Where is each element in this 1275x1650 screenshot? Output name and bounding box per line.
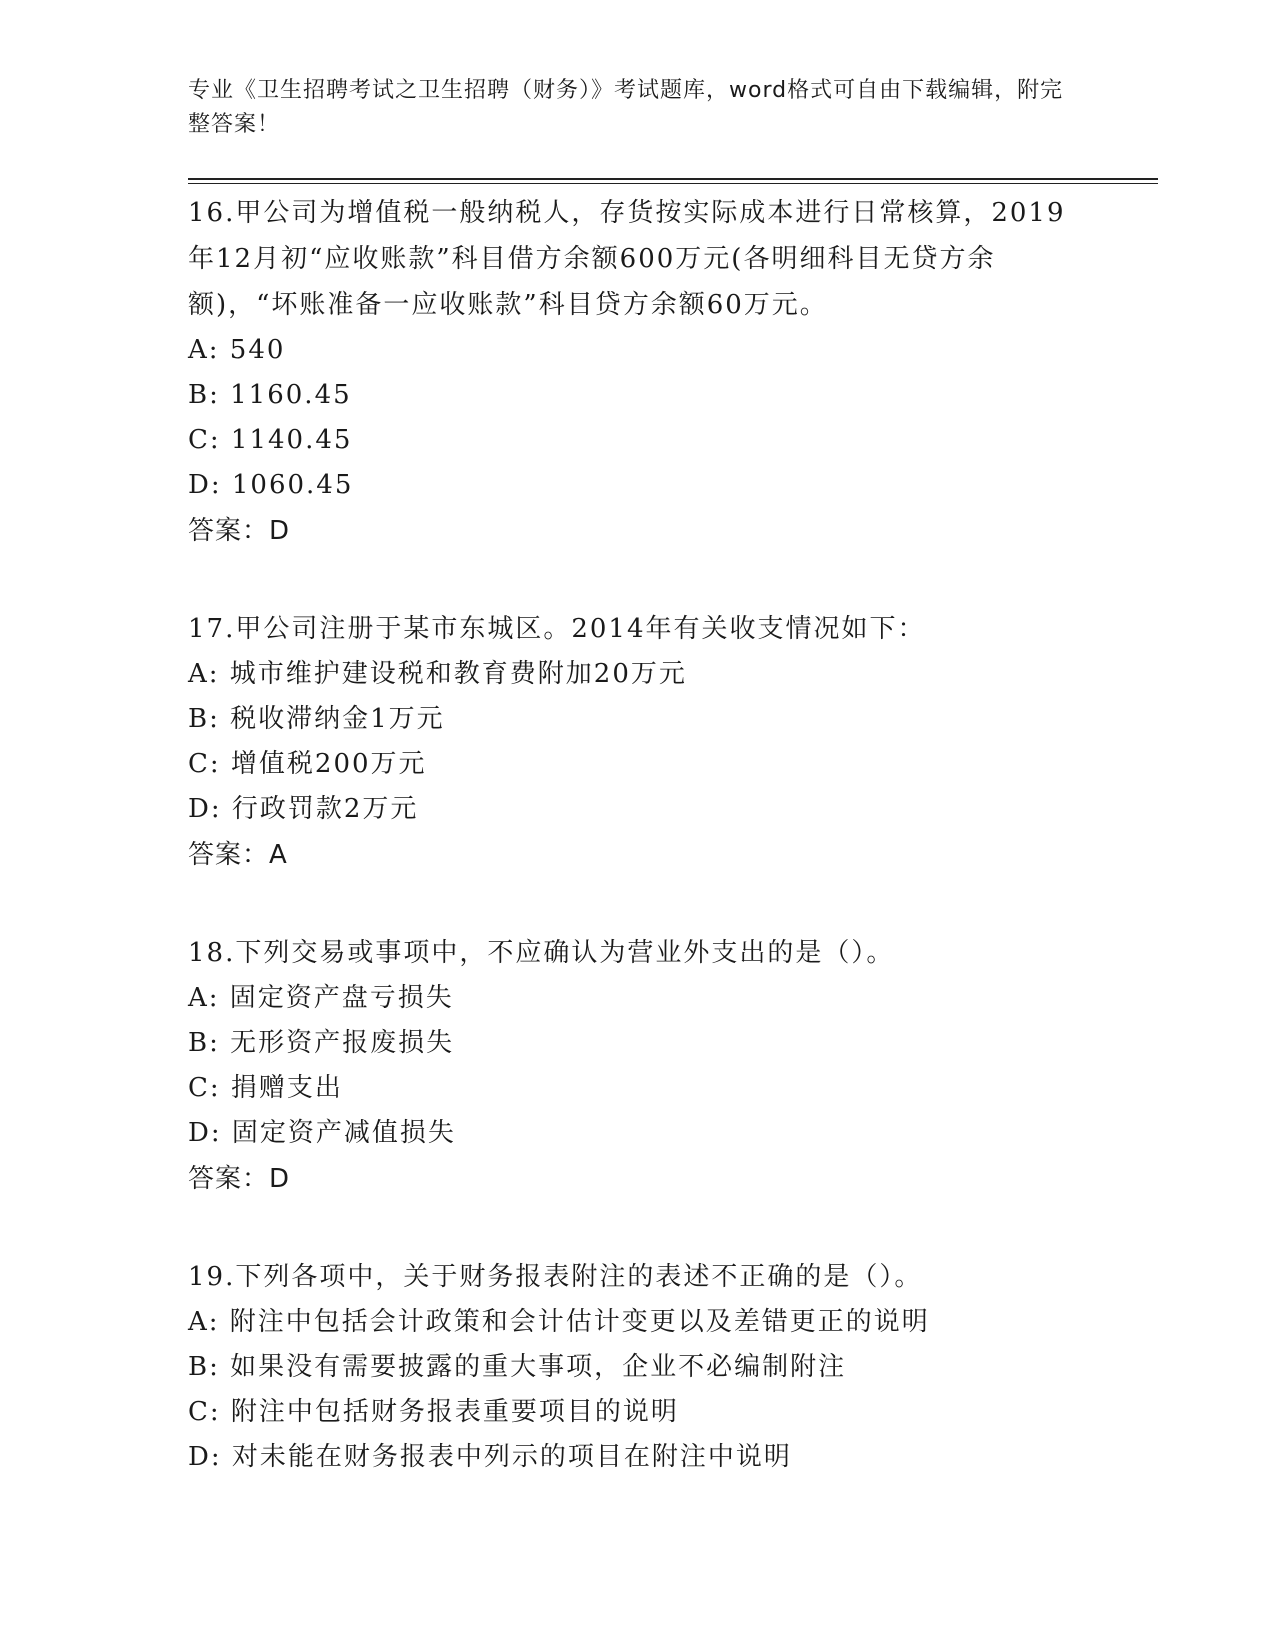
question-stem: 18.下列交易或事项中，不应确认为营业外支出的是（）。 [188,938,895,968]
option-d: D: 1060.45 [188,470,354,500]
question-18 [188,930,1088,1202]
option-c: C: 捐赠支出 [188,1073,343,1103]
option-a: A: 附注中包括会计政策和会计估计变更以及差错更正的说明 [188,1307,930,1337]
option-b: B: 税收滞纳金1万元 [188,704,445,734]
question-list [188,190,1088,1532]
option-d: D: 行政罚款2万元 [188,794,419,824]
question-16 [188,190,1088,554]
answer-line: 答案：D [188,1164,291,1194]
question-19 [188,1254,1088,1480]
option-d: D: 固定资产减值损失 [188,1118,456,1148]
option-d: D: 对未能在财务报表中列示的项目在附注中说明 [188,1442,792,1472]
header-rule-thick [188,178,1158,180]
option-b: B: 无形资产报废损失 [188,1028,455,1058]
header-rule-thin [188,183,1158,184]
answer-line: 答案：D [188,516,291,546]
question-stem: 16.甲公司为增值税一般纳税人，存货按实际成本进行日常核算，2019年12月初“应收账款”科目借方余额600万元(各明细科目无贷方余额)，“坏账准备一应收账款”科目贷方余额60万元。 [188,198,1066,320]
option-c: C: 增值税200万元 [188,749,427,779]
option-a: A: 540 [188,335,286,365]
option-a: A: 固定资产盘亏损失 [188,983,454,1013]
option-c: C: 1140.45 [188,425,353,455]
option-b: B: 1160.45 [188,380,352,410]
answer-line: 答案：A [188,840,288,870]
question-stem: 17.甲公司注册于某市东城区。2014年有关收支情况如下： [188,614,926,644]
option-c: C: 附注中包括财务报表重要项目的说明 [188,1397,679,1427]
question-stem: 19.下列各项中，关于财务报表附注的表述不正确的是（）。 [188,1262,923,1292]
option-a: A: 城市维护建设税和教育费附加20万元 [188,659,687,689]
document-header: 专业《卫生招聘考试之卫生招聘（财务）》考试题库，word格式可自由下载编辑，附完整答案！ [188,78,1064,137]
option-b: B: 如果没有需要披露的重大事项，企业不必编制附注 [188,1352,847,1382]
question-17 [188,606,1088,878]
